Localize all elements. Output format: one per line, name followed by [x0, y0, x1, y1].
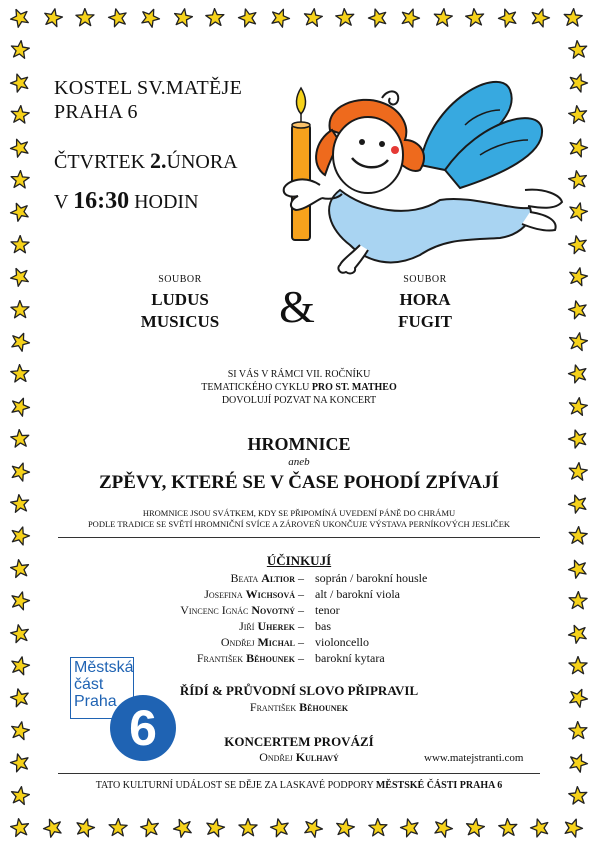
star-icon: [335, 818, 355, 838]
invitation-cycle: TEMATICKÉHO CYKLU: [201, 382, 310, 393]
star-icon: [433, 818, 453, 838]
star-icon: [10, 300, 30, 320]
star-icon: [568, 235, 588, 255]
guide-heading: KONCERTEM PROVÁZÍ: [224, 734, 374, 749]
star-icon: [568, 267, 588, 287]
venue-church: KOSTEL SV.MATĚJE: [54, 77, 243, 99]
footer-text: TATO KULTURNÍ UDÁLOST SE DĚJE ZA LASKAVÉ PODPORY: [95, 780, 374, 791]
performer-name: [221, 635, 295, 650]
star-icon: [498, 8, 518, 28]
event-date-number: 2.: [150, 148, 167, 173]
ensemble-right-name-1: HORA: [399, 290, 451, 309]
performer-name: [197, 651, 295, 666]
star-icon: [303, 818, 323, 838]
performer-name: [239, 619, 295, 634]
star-icon: [303, 8, 323, 28]
footer: [0, 780, 598, 791]
performer-first-name: Beata: [230, 571, 262, 585]
invitation-line-1: SI VÁS V RÁMCI VII. ROČNÍKU: [227, 369, 371, 380]
event-time-suffix: HODIN: [134, 191, 199, 213]
performer-last-name: Wichsová: [245, 587, 295, 601]
performer-row: [0, 603, 598, 618]
star-icon: [10, 73, 30, 93]
star-icon: [433, 8, 453, 28]
star-icon: [108, 8, 128, 28]
event-time: [54, 188, 199, 215]
description-line-1: HROMNICE JSOU SVÁTKEM, KDY SE PŘIPOMÍNÁ UVEDENÍ PÁNĚ DO CHRÁMU: [142, 508, 456, 518]
star-icon: [173, 818, 193, 838]
star-icon: [238, 818, 258, 838]
performer-role: bas: [315, 619, 331, 633]
conductor-last-name: Běhounek: [299, 700, 349, 714]
angel-illustration: [270, 70, 570, 290]
ensemble-left: [110, 274, 250, 333]
performers-heading: ÚČINKUJÍ: [266, 553, 332, 568]
star-icon: [270, 8, 290, 28]
performer-first-name: Jiří: [239, 619, 258, 633]
star-icon: [75, 8, 95, 28]
star-icon: [10, 332, 30, 352]
star-icon: [568, 40, 588, 60]
star-icon: [368, 8, 388, 28]
guide-first-name: Ondřej: [259, 750, 293, 764]
star-icon: [568, 202, 588, 222]
conductor-first-name: František: [249, 700, 297, 714]
ensemble-left-label: SOUBOR: [158, 274, 202, 285]
performer-first-name: Ondřej: [220, 635, 258, 649]
performer-row: [0, 571, 598, 586]
divider-top: [58, 537, 540, 538]
performer-last-name: Novotný: [251, 603, 295, 617]
star-icon: [530, 8, 550, 28]
performer-last-name: Altior: [261, 571, 295, 585]
performer-dash: –: [298, 571, 304, 585]
performer-row: [0, 619, 598, 634]
star-icon: [205, 8, 225, 28]
invitation-line-3: DOVOLUJÍ POZVAT NA KONCERT: [221, 395, 377, 406]
star-icon: [10, 105, 30, 125]
star-icon: [568, 105, 588, 125]
performer-role: soprán / barokní housle: [315, 571, 428, 585]
logo-line-1: Městská: [74, 659, 134, 676]
performer-name: [230, 571, 295, 586]
star-icon: [568, 170, 588, 190]
star-icon: [400, 8, 420, 28]
logo-line-2: část: [74, 676, 104, 693]
ensemble-right: [355, 274, 495, 333]
venue: [54, 76, 242, 124]
star-icon: [530, 818, 550, 838]
conductor-heading: ŘÍDÍ & PRŮVODNÍ SLOVO PŘIPRAVIL: [179, 683, 419, 698]
footer-sponsor: MĚSTSKÉ ČÁSTI PRAHA 6: [375, 780, 503, 791]
star-icon: [140, 818, 160, 838]
performer-dash: –: [298, 587, 304, 601]
invitation: [0, 368, 598, 407]
performer-last-name: Běhounek: [246, 651, 295, 665]
concert-title-conjunction: aneb: [288, 456, 310, 468]
star-icon: [10, 818, 30, 838]
performer-name: [204, 587, 295, 602]
star-icon: [335, 8, 355, 28]
ensemble-right-label: SOUBOR: [403, 274, 447, 285]
guide-last-name: Kulhavý: [295, 750, 339, 764]
star-icon: [465, 8, 485, 28]
star-icon: [43, 8, 63, 28]
star-icon: [563, 8, 583, 28]
conductor-name: [0, 700, 598, 715]
star-icon: [368, 818, 388, 838]
star-icon: [173, 8, 193, 28]
star-icon: [238, 8, 258, 28]
performer-role: tenor: [315, 603, 340, 617]
event-month: ÚNORA: [166, 151, 238, 173]
star-icon: [465, 818, 485, 838]
performer-role: violoncello: [315, 635, 369, 649]
star-icon: [10, 40, 30, 60]
performer-role: alt / barokní viola: [315, 587, 400, 601]
logo-line-3: Praha: [74, 693, 117, 710]
ensemble-right-name-2: FUGIT: [398, 312, 452, 331]
concert-subtitle: ZPĚVY, KTERÉ SE V ČASE POHODÍ ZPÍVAJÍ: [99, 472, 499, 493]
star-icon: [270, 818, 290, 838]
description: [0, 508, 598, 530]
star-icon: [75, 818, 95, 838]
performer-last-name: Michal: [257, 635, 295, 649]
star-icon: [108, 818, 128, 838]
ensemble-left-name-1: LUDUS: [151, 290, 209, 309]
performer-row: [0, 635, 598, 650]
performer-dash: –: [298, 651, 304, 665]
performer-dash: –: [298, 635, 304, 649]
event-time-prefix: V: [54, 191, 69, 213]
performer-dash: –: [298, 619, 304, 633]
star-icon: [10, 170, 30, 190]
star-icon: [10, 235, 30, 255]
star-icon: [498, 818, 518, 838]
star-icon: [400, 818, 420, 838]
invitation-line-2: [0, 381, 598, 394]
performer-name: [180, 603, 295, 618]
performer-row: [0, 587, 598, 602]
event-time-value: 16:30: [73, 188, 130, 214]
star-icon: [568, 332, 588, 352]
website-link[interactable]: www.matejstranti.com: [424, 752, 524, 764]
star-icon: [10, 202, 30, 222]
performer-first-name: František: [196, 651, 247, 665]
star-icon: [568, 73, 588, 93]
ampersand: &: [279, 281, 315, 332]
star-icon: [10, 8, 30, 28]
description-line-2: PODLE TRADICE SE SVĚTÍ HROMNIČNÍ SVÍCE A ZÁROVEŇ UKONČUJE VÝSTAVA PERNÍKOVÝCH JESLIČEK: [87, 519, 511, 529]
event-date: [54, 148, 238, 174]
star-icon: [10, 267, 30, 287]
concert-title: HROMNICE: [247, 434, 351, 454]
star-icon: [563, 818, 583, 838]
star-icon: [205, 818, 225, 838]
divider-bottom: [58, 773, 540, 774]
star-icon: [10, 138, 30, 158]
performer-role: barokní kytara: [315, 651, 385, 665]
venue-district: PRAHA 6: [54, 101, 138, 123]
star-icon: [568, 138, 588, 158]
star-icon: [140, 8, 160, 28]
star-icon: [43, 818, 63, 838]
event-day: ČTVRTEK: [54, 151, 146, 173]
performer-last-name: Uherek: [257, 619, 295, 633]
logo-number: 6: [110, 695, 176, 761]
performer-dash: –: [298, 603, 304, 617]
performer-first-name: Vincenc Ignác: [180, 603, 252, 617]
star-icon: [568, 300, 588, 320]
performer-first-name: Josefina: [204, 587, 246, 601]
invitation-cycle-name: PRO ST. MATHEO: [311, 382, 397, 393]
ensemble-left-name-2: MUSICUS: [140, 312, 220, 331]
